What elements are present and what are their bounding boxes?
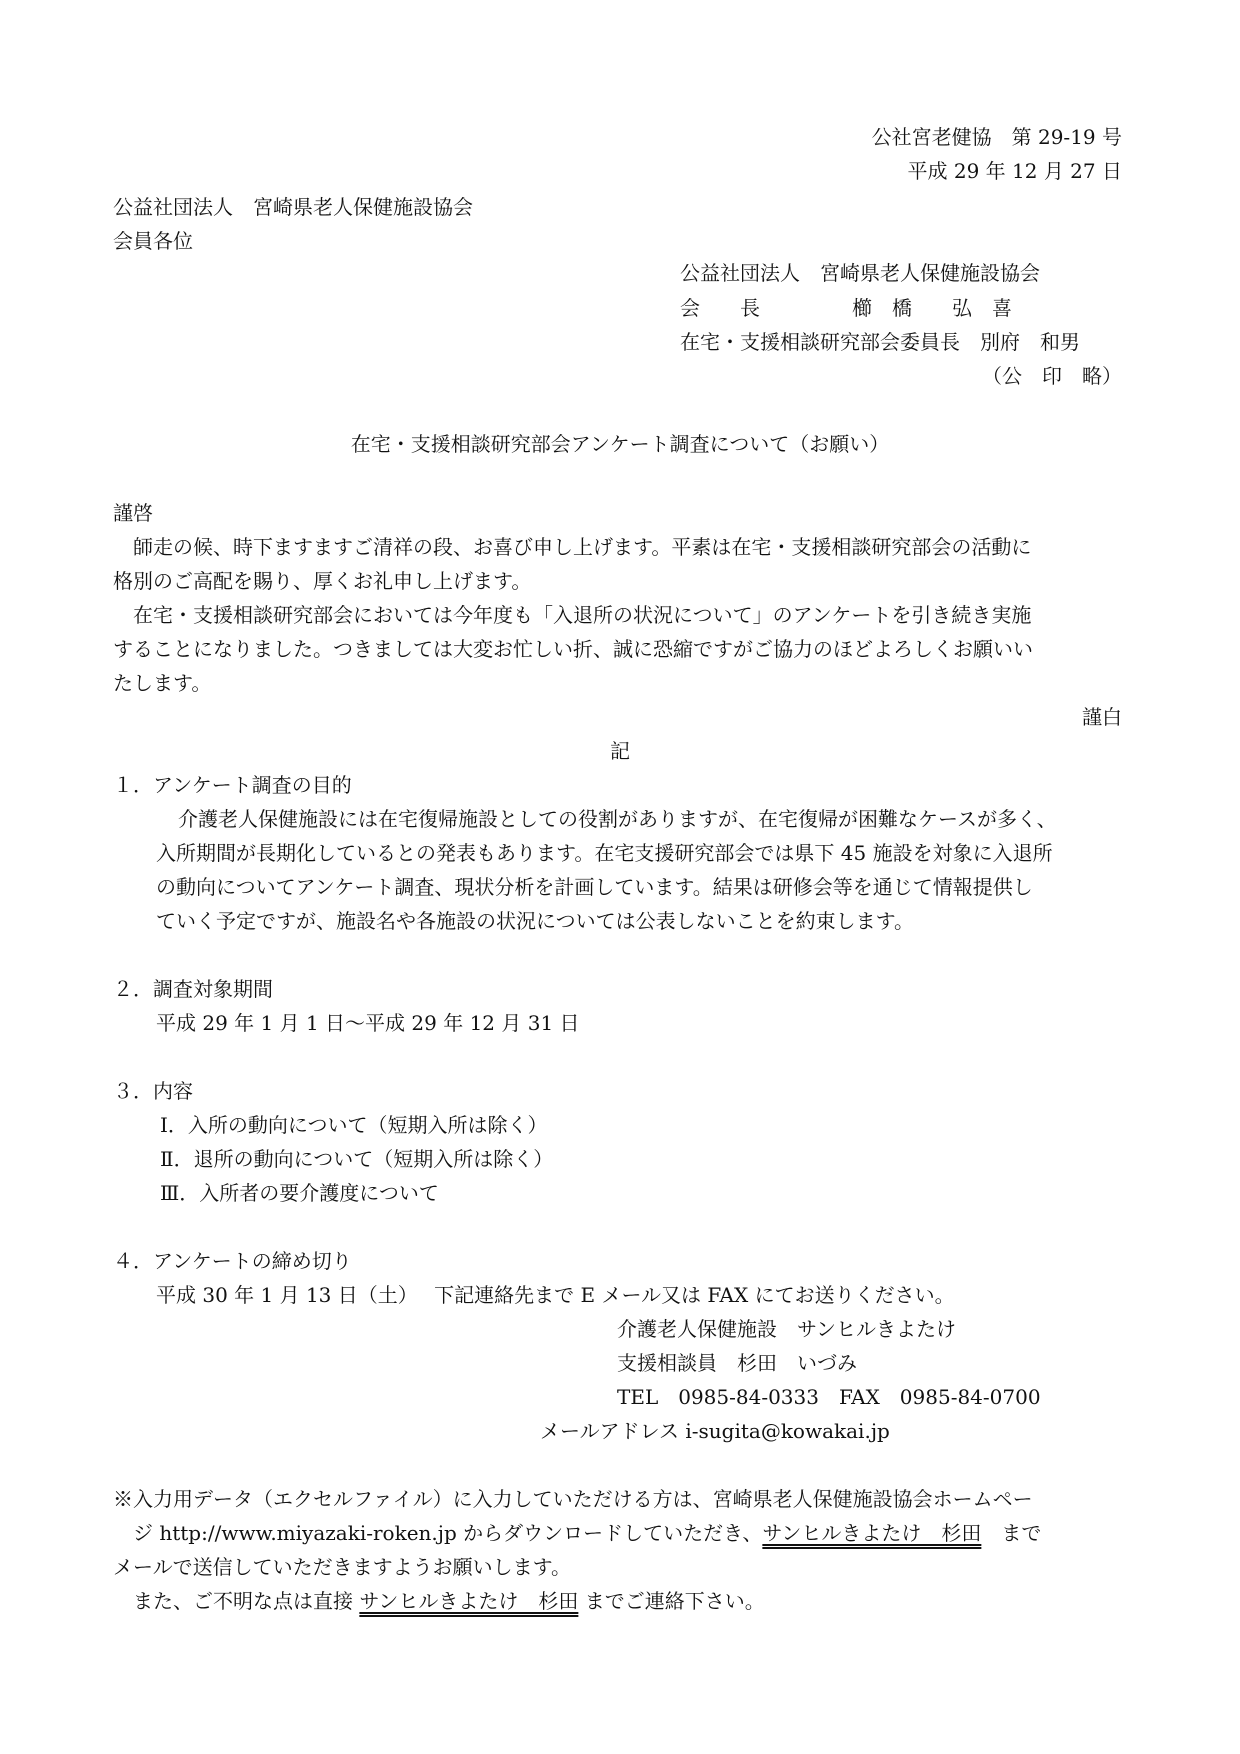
document-date: 平成 29 年 12 月 27 日 <box>907 159 1122 183</box>
section1-line1: 介護老人保健施設には在宅復帰施設としての役割がありますが、在宅復帰が困難なケースが多く、 <box>178 807 1057 831</box>
section1-line2: 入所期間が長期化しているとの発表もあります。在宅支援研究部会では県下 45 施設を対象に入退所 <box>156 841 1053 865</box>
section1-heading: １．アンケート調査の目的 <box>113 773 352 797</box>
closing: 謹白 <box>1082 705 1122 729</box>
contact-email: メールアドレス i-sugita@kowakai.jp <box>540 1419 890 1443</box>
note-line2-pre: ジ http://www.miyazaki-roken.jp からダウンロードしていただき、 <box>133 1521 763 1545</box>
section2-period: 平成 29 年 1 月 1 日～平成 29 年 12 月 31 日 <box>156 1011 580 1035</box>
section3-item: Ⅰ．入所の動向について（短期入所は除く） <box>160 1113 548 1137</box>
contact-facility: 介護老人保健施設 サンヒルきよたけ <box>617 1317 956 1341</box>
sender-president-name: 櫛 橋 弘 喜 <box>852 296 1012 320</box>
section3-heading: ３．内容 <box>113 1079 193 1103</box>
addressee-org: 公益社団法人 宮崎県老人保健施設協会 <box>113 195 473 219</box>
section1-line4: ていく予定ですが、施設名や各施設の状況については公表しないことを約束します。 <box>156 909 914 933</box>
body-p2-line1: 在宅・支援相談研究部会においては今年度も「入退所の状況について」のアンケートを引き続き実施 <box>133 603 1032 627</box>
contact-underlined-name: サンヒルきよたけ 杉田 <box>359 1589 579 1613</box>
note-line4-post: までご連絡下さい。 <box>584 1589 765 1613</box>
section3-item: Ⅱ．退所の動向について（短期入所は除く） <box>160 1147 554 1171</box>
body-p1-line1: 師走の候、時下ますますご清祥の段、お喜び申し上げます。平素は在宅・支援相談研究部会の活動に <box>133 535 1032 559</box>
body-p2-line2: することになりました。つきましては大変お忙しい折、誠に恐縮ですがご協力のほどよろしくお願いい <box>113 637 1033 661</box>
section4-heading: ４．アンケートの締め切り <box>113 1249 352 1273</box>
section3-item: Ⅲ．入所者の要介護度について <box>160 1181 439 1205</box>
sender-org: 公益社団法人 宮崎県老人保健施設協会 <box>680 261 1040 285</box>
note-line1: ※入力用データ（エクセルファイル）に入力していただける方は、宮崎県老人保健施設協会ホームペー <box>113 1487 1033 1511</box>
sender-seal: （公 印 略） <box>982 364 1122 388</box>
document-title: 在宅・支援相談研究部会アンケート調査について（お願い） <box>350 432 890 456</box>
body-p2-line3: たします。 <box>113 671 212 695</box>
body-p1-line2: 格別のご高配を賜り、厚くお礼申し上げます。 <box>113 569 532 593</box>
salutation: 謹啓 <box>113 501 153 525</box>
sender-committee: 在宅・支援相談研究部会委員長 別府 和男 <box>680 330 1080 354</box>
section4-deadline: 平成 30 年 1 月 13 日（土） 下記連絡先まで E メール又は FAX にてお送りください。 <box>156 1283 955 1307</box>
section2-heading: ２．調査対象期間 <box>113 977 273 1001</box>
note-line3: メールで送信していただきますようお願いします。 <box>113 1555 571 1579</box>
document-number: 公社宮老健協 第 29-19 号 <box>871 125 1122 149</box>
section1-line3: の動向についてアンケート調査、現状分析を計画しています。結果は研修会等を通じて情報提供し <box>156 875 1033 899</box>
sender-president-title: 会 長 <box>680 296 760 320</box>
note-line2-post: まで <box>1001 1521 1042 1545</box>
addressee-members: 会員各位 <box>113 229 193 253</box>
note-line4-pre: また、ご不明な点は直接 <box>133 1589 353 1613</box>
contact-phone-fax: TEL 0985-84-0333 FAX 0985-84-0700 <box>617 1385 1041 1409</box>
contact-person: 支援相談員 杉田 いづみ <box>617 1351 857 1375</box>
note-line2 <box>133 1516 1041 1550</box>
contact-underlined-name: サンヒルきよたけ 杉田 <box>762 1521 982 1545</box>
ki-marker: 記 <box>610 739 630 763</box>
note-line4 <box>133 1584 765 1618</box>
